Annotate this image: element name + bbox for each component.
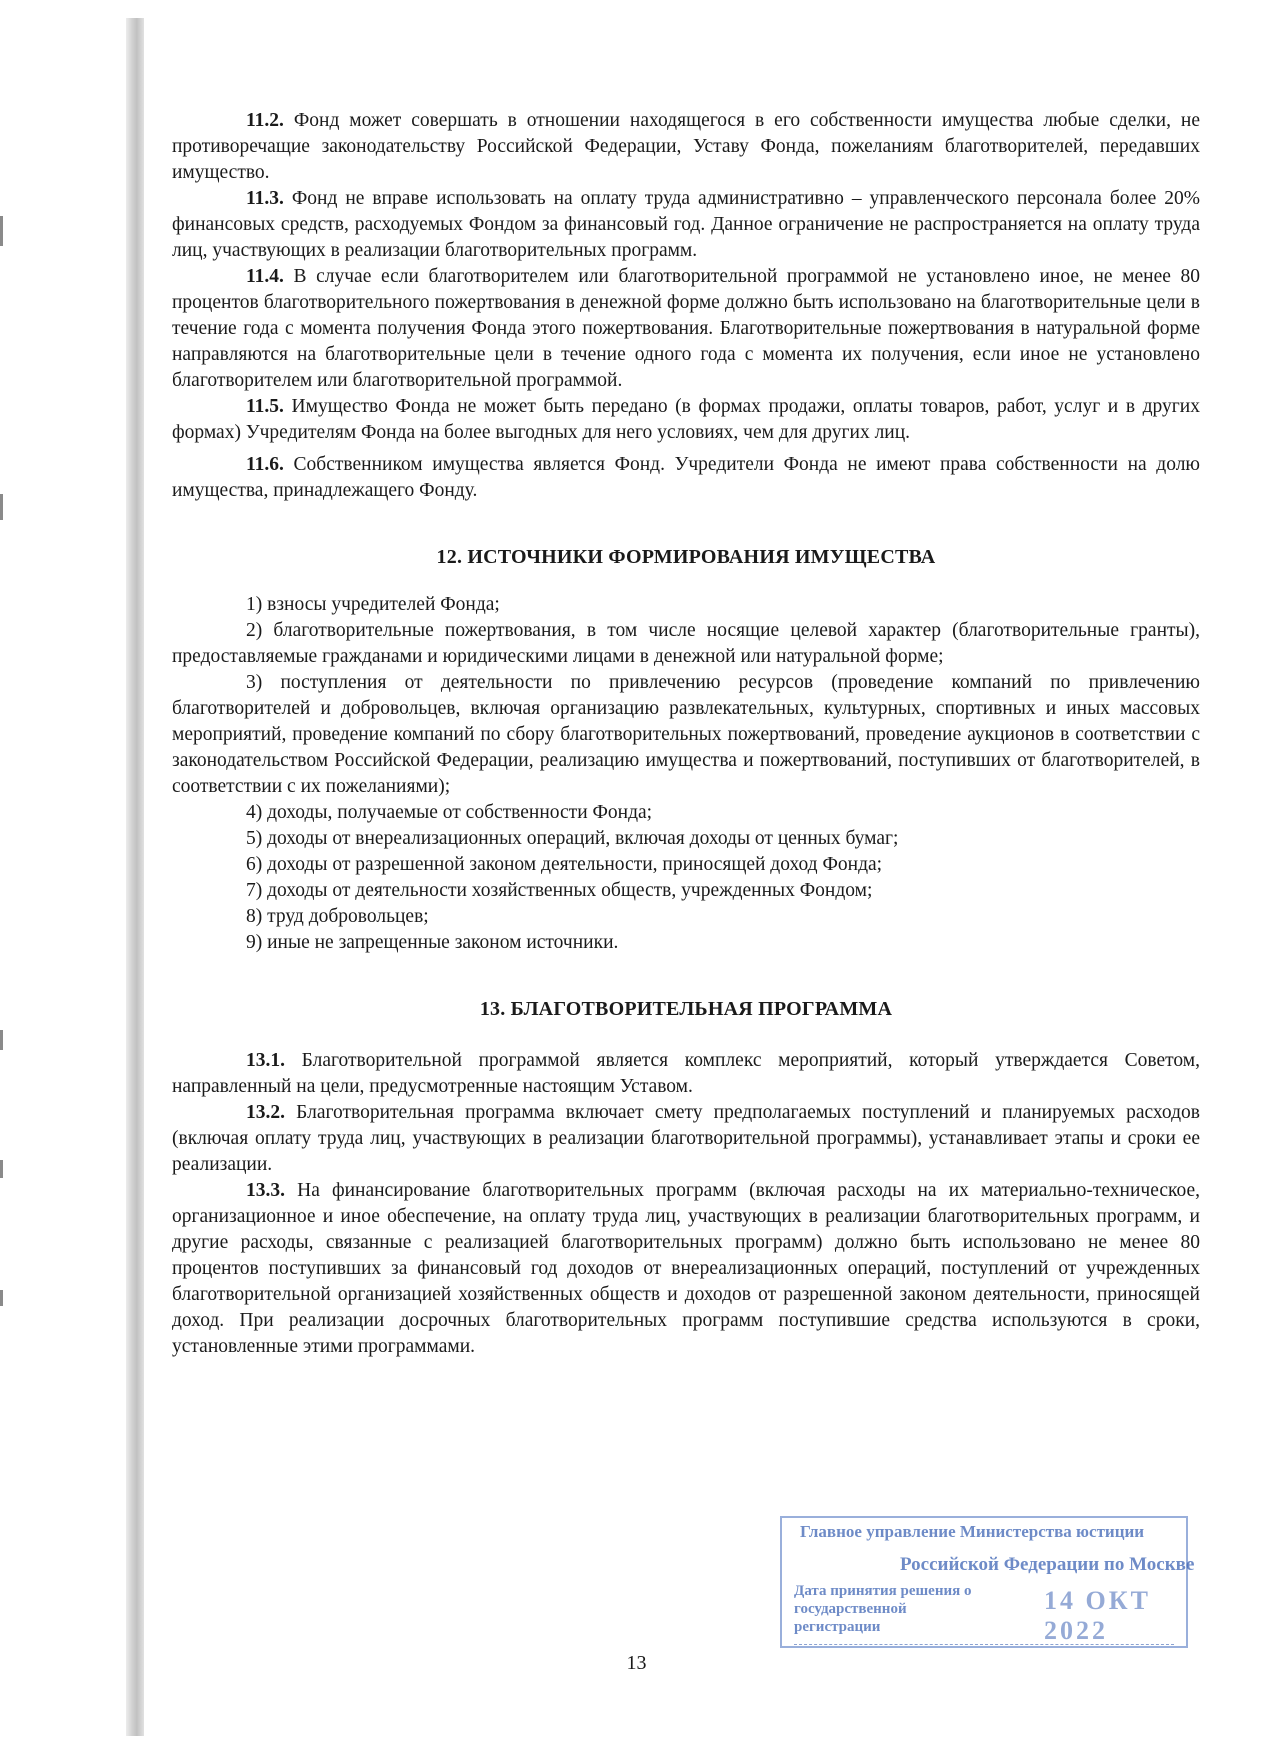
document-page: [172, 108, 1200, 1360]
list-item: 3) поступления от деятельности по привлечению ресурсов (проведение компаний по привлечению благотворителей и добровольцев, включая организацию развлекательных, культурных, спортивных и иных массовых мероприятий, проведение компаний по сбору благотворительных пожертвований, проведение аукционов в соответствии с законодательством Российской Федерации, реализацию имущества и пожертвований, поступивших от благотворителей, в соответствии с их пожеланиями);: [172, 672, 1200, 797]
list-item: 5) доходы от внереализационных операций, включая доходы от ценных бумаг;: [246, 828, 899, 849]
scan-edge-mark: [0, 1160, 3, 1178]
section-12-heading: 12. ИСТОЧНИКИ ФОРМИРОВАНИЯ ИМУЩЕСТВА: [436, 546, 936, 568]
clause-text: Фонд может совершать в отношении находящегося в его собственности имущества любые сделки, не противоречащие законодательству Российской Федерации, Уставу Фонда, пожеланиям благотворителей, передавших имущество.: [172, 110, 1200, 183]
registration-stamp: [780, 1516, 1195, 1648]
section-13-heading: 13. БЛАГОТВОРИТЕЛЬНАЯ ПРОГРАММА: [479, 998, 893, 1020]
stamp-date: 14 ОКТ 2022: [1044, 1586, 1151, 1645]
clause-13-2: [172, 1100, 1200, 1178]
scan-edge-mark: [0, 1290, 3, 1306]
page-number: 13: [626, 1652, 647, 1674]
clause-text: Имущество Фонда не может быть передано (в формах продажи, оплаты товаров, работ, услуг и в других формах) Учредителям Фонда на более выгодных для него условиях, чем для других лиц.: [172, 396, 1200, 443]
clause-11-3: [172, 186, 1200, 264]
list-item: 2) благотворительные пожертвования, в том числе носящие целевой характер (благотворительные гранты), предоставляемые гражданами и юридическими лицами в денежной или натуральной форме;: [172, 620, 1200, 667]
scan-edge-mark: [0, 494, 3, 520]
clause-number: 11.3.: [246, 188, 284, 209]
clause-13-1: [172, 1048, 1200, 1100]
stamp-authority: Главное управление Министерства юстиции: [800, 1522, 1145, 1541]
list-item: 8) труд добровольцев;: [246, 906, 429, 927]
clause-number: 11.4.: [246, 266, 284, 287]
clause-text: Благотворительная программа включает смету предполагаемых поступлений и планируемых расходов (включая оплату труда лиц, участвующих в реализации благотворительной программы), устанавливает этапы и сроки ее реализации.: [172, 1102, 1200, 1175]
clause-text: В случае если благотворителем или благотворительной программой не установлено иное, не менее 80 процентов благотворительного пожертвования в денежной форме должно быть использовано на благотворительные цели в течение года с момента получения Фонда этого пожертвования. Благотворительные пожертвования в натуральной форме направляются на благотворительные цели в течение одного года с момента их получения, если иное не установлено благотворителем или благотворительной программой.: [172, 266, 1200, 391]
clause-number: 13.3.: [246, 1180, 285, 1201]
list-item: 6) доходы от разрешенной законом деятельности, приносящей доход Фонда;: [246, 854, 883, 875]
stamp-authority-region: Российской Федерации по Москве: [900, 1554, 1195, 1575]
list-item: 1) взносы учредителей Фонда;: [246, 594, 500, 615]
list-item: 7) доходы от деятельности хозяйственных обществ, учрежденных Фондом;: [246, 880, 873, 901]
clause-11-2: [172, 108, 1200, 186]
clause-number: 13.1.: [246, 1050, 285, 1071]
list-item: 4) доходы, получаемые от собственности Фонда;: [246, 802, 653, 823]
scan-edge-mark: [0, 216, 3, 246]
stamp-label: Дата принятия решения о государственной регистрации: [794, 1583, 972, 1635]
clause-11-5: [172, 394, 1200, 446]
scan-edge-mark: [0, 1030, 3, 1050]
clause-number: 13.2.: [246, 1102, 285, 1123]
clause-13-3: [172, 1178, 1200, 1360]
scan-binding-shadow: [126, 18, 144, 1736]
clause-number: 11.6.: [246, 454, 284, 475]
clause-text: Собственником имущества является Фонд. Учредители Фонда не имеют права собственности на долю имущества, принадлежащего Фонду.: [172, 454, 1200, 501]
list-item: 9) иные не запрещенные законом источники.: [246, 932, 619, 953]
clause-number: 11.5.: [246, 396, 284, 417]
stamp-rule: [794, 1644, 1174, 1645]
clause-text: На финансирование благотворительных программ (включая расходы на их материально-техническое, организационное и иное обеспечение, на оплату труда лиц, участвующих в реализации благотворительных программ, и другие расходы, связанные с реализацией благотворительных программ) должно быть использовано не менее 80 процентов поступивших за финансовый год доходов от внереализационных операций, поступлений от учрежденных благотворительной организацией хозяйственных обществ и доходов от разрешенной законом деятельности, приносящей доход. При реализации досрочных благотворительных программ поступившие средства используются в сроки, установленные этими программами.: [172, 1180, 1200, 1357]
clause-text: Благотворительной программой является комплекс мероприятий, который утверждается Советом, направленный на цели, предусмотренные настоящим Уставом.: [172, 1050, 1200, 1097]
clause-number: 11.2.: [246, 110, 284, 131]
funding-sources-list: [172, 592, 1200, 956]
clause-text: Фонд не вправе использовать на оплату труда административно – управленческого персонала более 20% финансовых средств, расходуемых Фондом за финансовый год. Данное ограничение не распространяется на оплату труда лиц, участвующих в реализации благотворительных программ.: [172, 188, 1200, 261]
clause-11-4: [172, 264, 1200, 394]
clause-11-6: [172, 452, 1200, 504]
